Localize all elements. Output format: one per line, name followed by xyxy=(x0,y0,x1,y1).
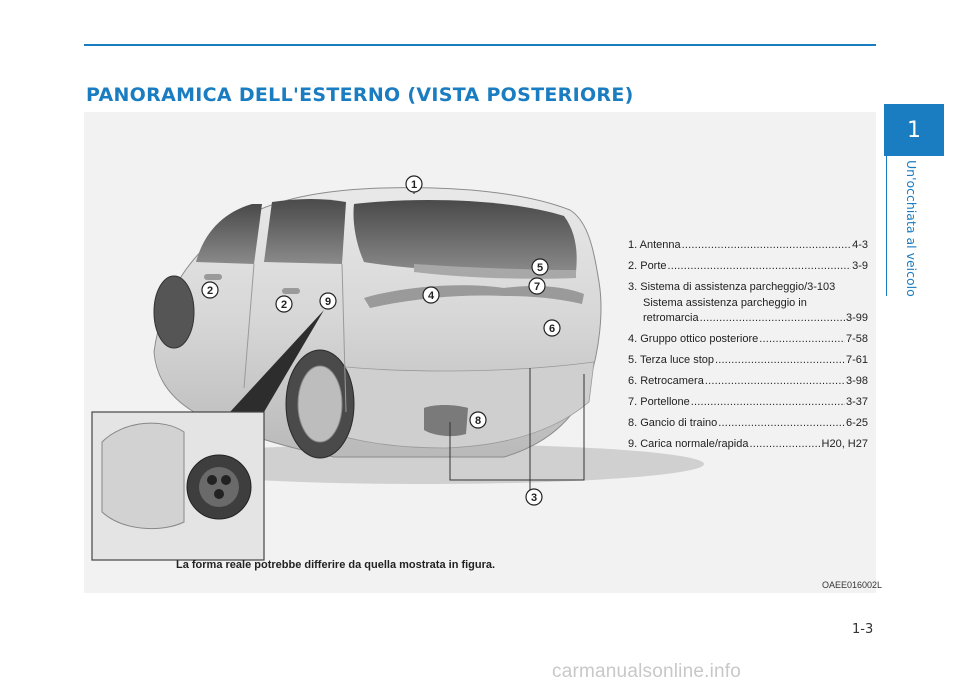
callout-8 xyxy=(470,412,486,428)
callout-9 xyxy=(320,293,336,309)
side-window-rear xyxy=(264,199,346,264)
svg-text:5: 5 xyxy=(536,262,544,274)
page-title: PANORAMICA DELL'ESTERNO (VISTA POSTERIORE) xyxy=(86,84,634,106)
chapter-tab-rule xyxy=(886,156,887,296)
svg-text:2: 2 xyxy=(206,285,214,297)
door-handle-rear xyxy=(282,288,300,294)
legend-item[interactable]: 4. Gruppo ottico posteriore ..... 7-58 xyxy=(628,332,868,348)
callout-2b xyxy=(276,296,292,312)
legend-item[interactable]: 8. Gancio di traino ..... 6-25 xyxy=(628,416,868,432)
chapter-number: 1 xyxy=(907,117,921,143)
callout-2a xyxy=(202,282,218,298)
door-handle-front xyxy=(204,274,222,280)
page-number: 1-3 xyxy=(852,622,874,637)
chapter-tab[interactable] xyxy=(884,104,944,156)
callout-3 xyxy=(526,489,542,505)
image-code: OAEE016002L xyxy=(822,580,883,590)
chapter-title: Un'occhiata al veicolo xyxy=(904,160,919,297)
legend-item[interactable]: 3. Sistema di assistenza parcheggio/ 3-103 Sistema assistenza parcheggio in retromarcia ..... 3-99 xyxy=(628,280,868,327)
callout-4 xyxy=(423,287,439,303)
legend-item[interactable]: 9. Carica normale/rapida ..... H20, H27 xyxy=(628,437,868,453)
svg-text:3: 3 xyxy=(530,492,538,504)
callout-7 xyxy=(529,278,545,294)
wheel-rear-rim xyxy=(298,366,342,442)
watermark: carmanualsonline.info xyxy=(552,661,742,682)
legend-item-continuation: Sistema assistenza parcheggio in xyxy=(643,296,807,309)
svg-text:6: 6 xyxy=(548,323,556,335)
parts-legend xyxy=(628,238,868,458)
legend-item[interactable]: 1. Antenna ..... 4-3 xyxy=(628,238,868,254)
svg-text:4: 4 xyxy=(427,290,435,302)
side-window-front xyxy=(196,204,262,264)
callout-6 xyxy=(544,320,560,336)
legend-item[interactable]: 7. Portellone ..... 3-37 xyxy=(628,395,868,411)
figure-caption: La forma reale potrebbe differire da quella mostrata in figura. xyxy=(176,559,496,571)
svg-text:8: 8 xyxy=(474,415,482,427)
legend-item[interactable]: 5. Terza luce stop ..... 7-61 xyxy=(628,353,868,369)
callout-5 xyxy=(532,259,548,275)
bumper-vent-left xyxy=(424,405,468,436)
wheel-front xyxy=(154,276,194,348)
legend-item[interactable]: 6. Retrocamera ..... 3-98 xyxy=(628,374,868,390)
legend-item[interactable]: 2. Porte ..... 3-9 xyxy=(628,259,868,275)
svg-text:7: 7 xyxy=(533,281,541,293)
header-rule xyxy=(84,44,876,46)
svg-text:1: 1 xyxy=(410,179,418,191)
svg-text:2: 2 xyxy=(280,299,288,311)
svg-text:9: 9 xyxy=(324,296,332,308)
